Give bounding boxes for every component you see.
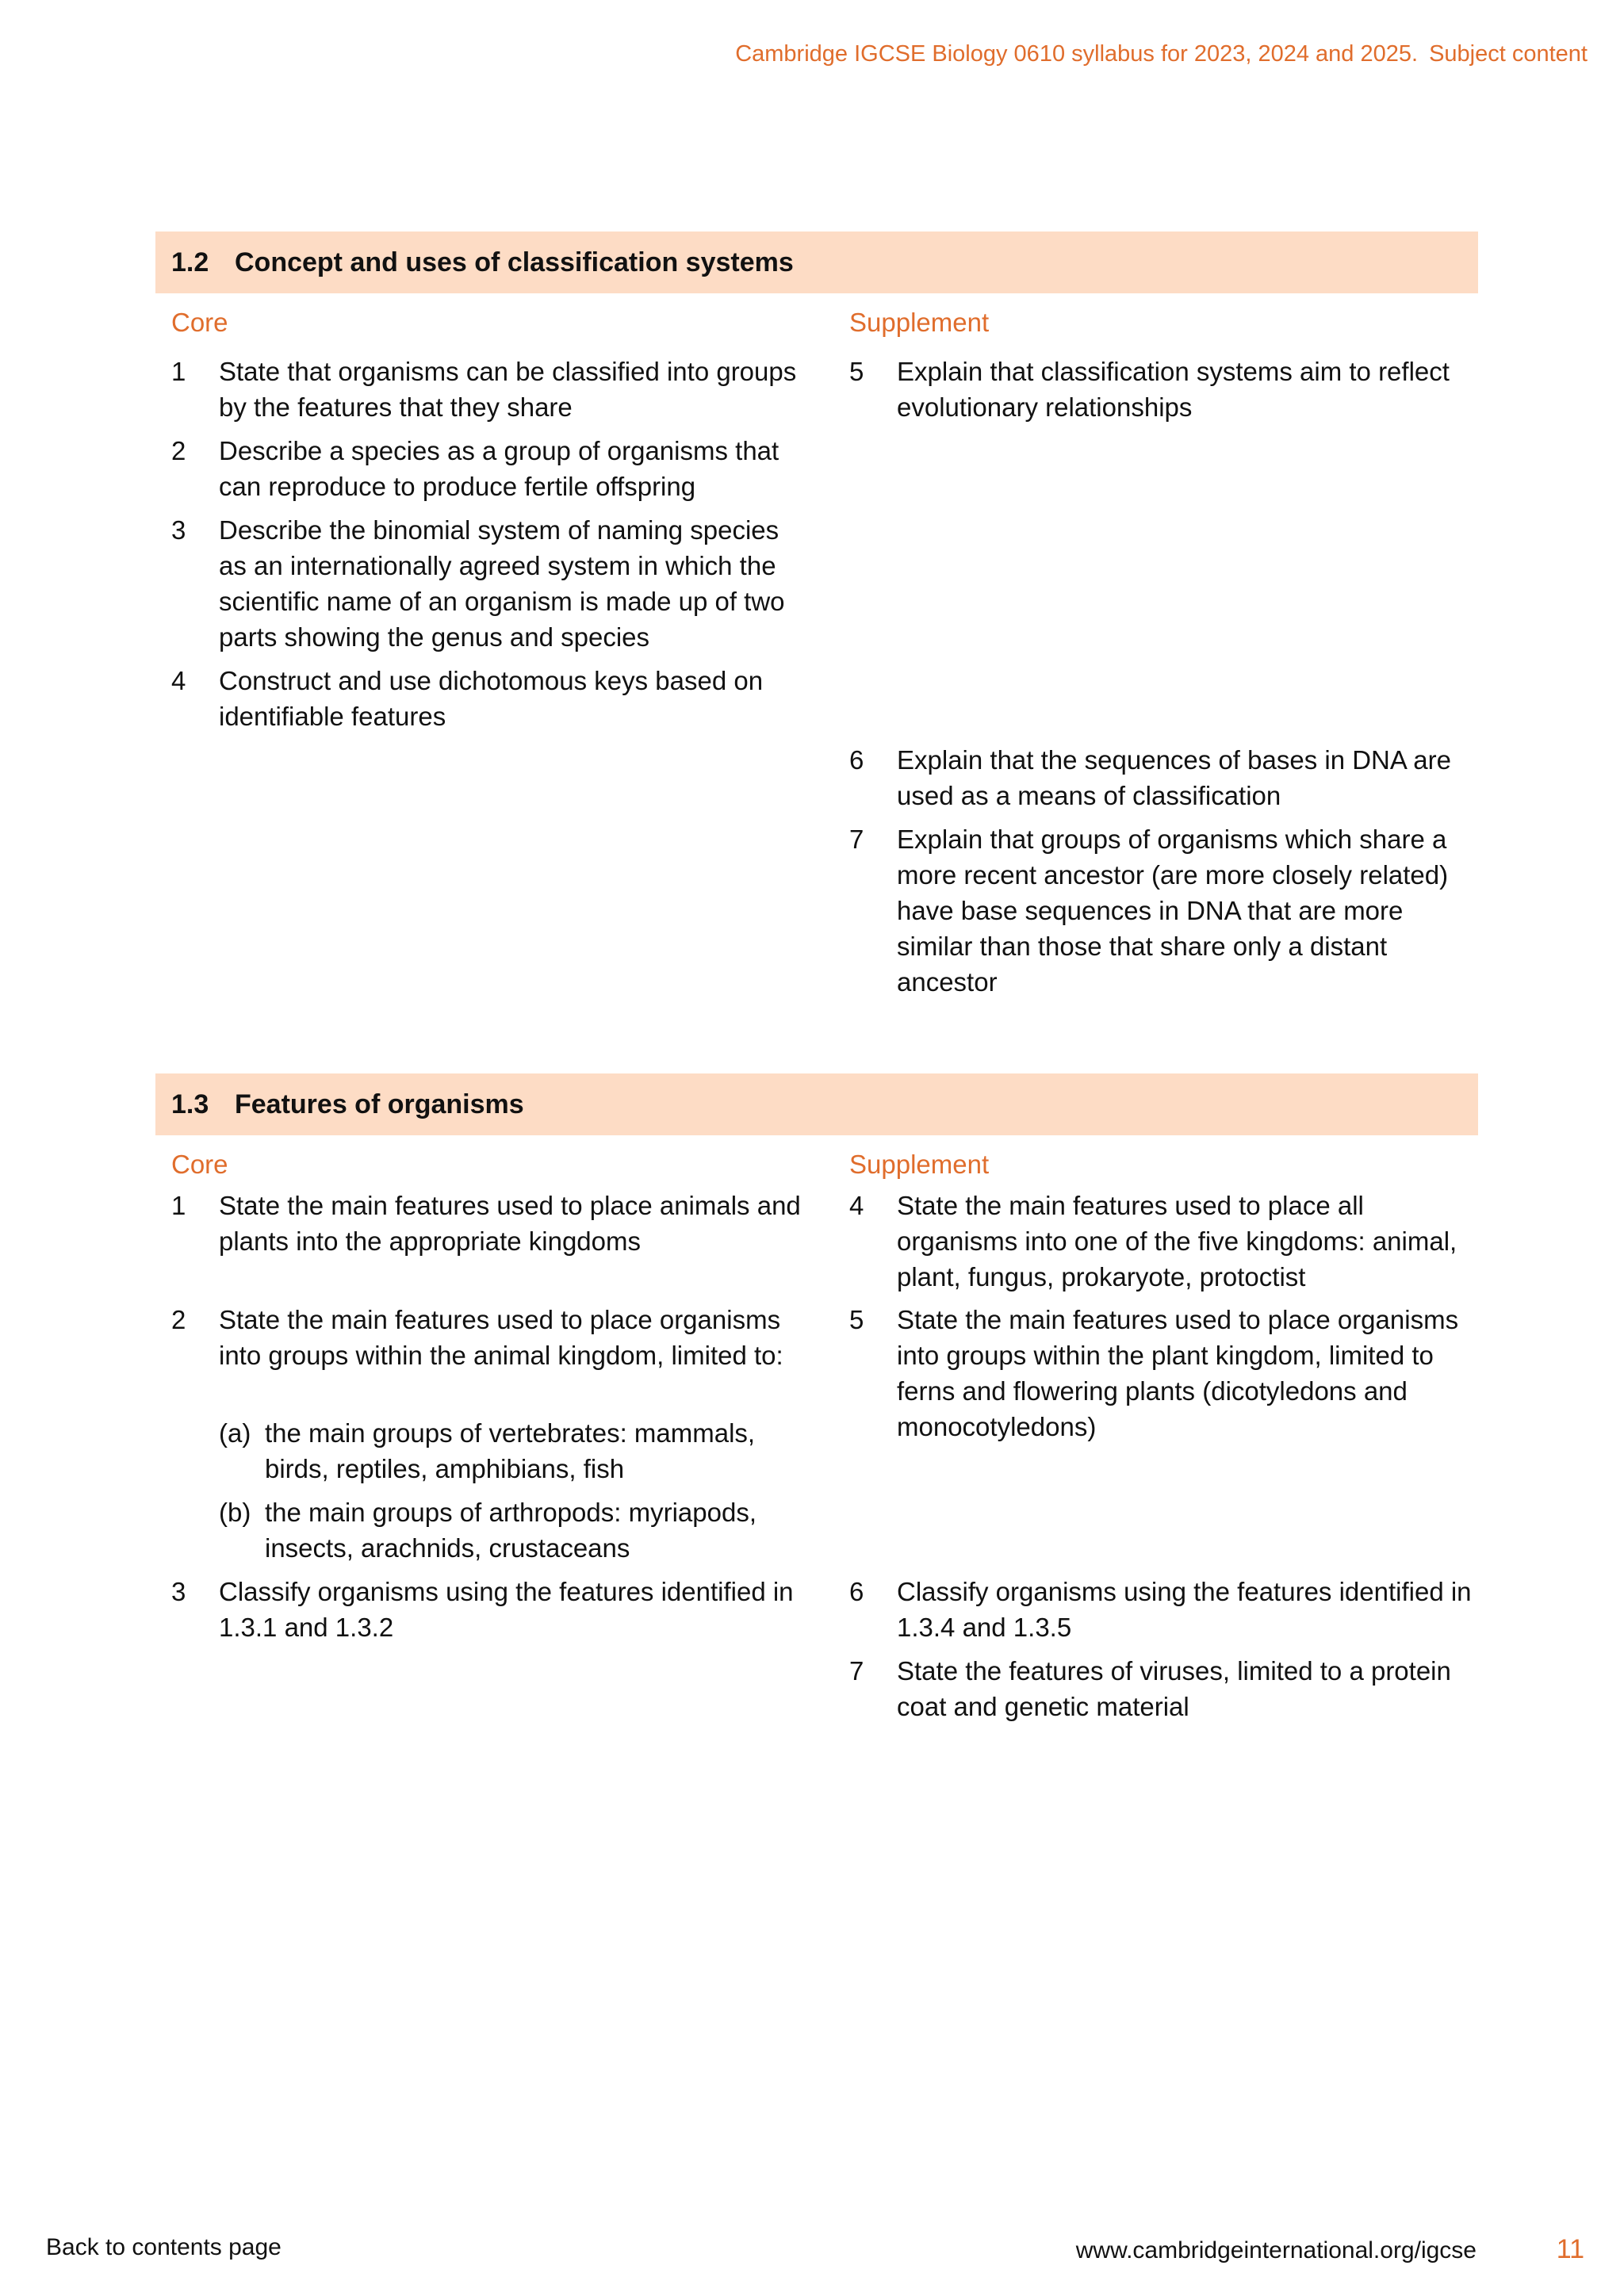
core-item: [171, 1188, 806, 1259]
item-number: 7: [849, 825, 864, 854]
item-number: 4: [849, 1191, 864, 1220]
header-title: Cambridge IGCSE Biology 0610 syllabus for 2023, 2024 and 2025.: [735, 41, 1419, 67]
item-text: the main groups of vertebrates: mammals, birds, reptiles, amphibians, fish: [265, 1418, 756, 1483]
core-subitem: [219, 1494, 806, 1566]
item-text: Classify organisms using the features identified in 1.3.4 and 1.3.5: [897, 1577, 1472, 1642]
back-to-contents-link[interactable]: Back to contents page: [46, 2234, 282, 2260]
page-number: 11: [1556, 2234, 1584, 2264]
item-text: State the main features used to place all organisms into one of the five kingdoms: animal, plant, fungus, prokaryote, protoctist: [897, 1191, 1457, 1292]
core-item: [171, 1302, 806, 1373]
section-number: 1.3: [171, 1089, 209, 1119]
item-number: 2: [171, 1305, 186, 1334]
item-number: 6: [849, 745, 864, 775]
item-number: 3: [171, 1577, 186, 1606]
core-item: [171, 433, 806, 504]
supplement-item: [849, 1574, 1484, 1645]
core-column: [171, 1135, 806, 1642]
website-url[interactable]: www.cambridgeinternational.org/igcse: [1075, 2237, 1477, 2263]
item-text: Classify organisms using the features identified in 1.3.1 and 1.3.2: [219, 1577, 794, 1642]
item-text: State the main features used to place organisms into groups within the animal kingdom, limited to:: [219, 1305, 783, 1370]
section-number: 1.2: [171, 247, 209, 277]
supplement-label: Supplement: [849, 1150, 990, 1179]
supplement-item: [849, 742, 1484, 813]
supplement-item: [849, 1653, 1484, 1724]
supplement-item: [849, 821, 1484, 1000]
item-text: State the features of viruses, limited to a protein coat and genetic material: [897, 1656, 1451, 1721]
item-text: State the main features used to place organisms into groups within the plant kingdom, limited to ferns and flowering plants (dicotyledons and monocotyledons): [897, 1305, 1459, 1441]
item-number: 7: [849, 1656, 864, 1686]
section-1-3: [155, 1073, 1478, 1770]
section-heading-bar: [155, 1073, 1478, 1135]
supplement-column: [849, 293, 1484, 997]
item-text: the main groups of arthropods: myriapods, insects, arachnids, crustaceans: [265, 1498, 756, 1563]
supplement-column: [849, 1135, 1484, 1721]
item-text: State the main features used to place animals and plants into the appropriate kingdoms: [219, 1191, 801, 1256]
core-item: [171, 354, 806, 425]
item-number: 1: [171, 1191, 186, 1220]
supplement-label: Supplement: [849, 308, 990, 337]
core-label: Core: [171, 308, 228, 337]
item-text: Describe a species as a group of organisms that can reproduce to produce fertile offspring: [219, 436, 779, 501]
header-section: Subject content: [1429, 41, 1588, 67]
item-text: Explain that the sequences of bases in DNA are used as a means of classification: [897, 745, 1451, 810]
core-item: [171, 1574, 806, 1645]
item-text: Construct and use dichotomous keys based on identifiable features: [219, 666, 764, 731]
core-item: [171, 663, 806, 734]
item-number: 5: [849, 357, 864, 386]
item-number: 3: [171, 515, 186, 545]
core-item: [171, 512, 806, 655]
section-title: Concept and uses of classification systems: [235, 247, 794, 277]
section-title: Features of organisms: [235, 1089, 524, 1119]
item-number: (b): [219, 1498, 251, 1527]
running-header: [735, 41, 1588, 67]
core-column: [171, 293, 806, 731]
section-1-2: [155, 232, 1478, 1023]
supplement-item: [849, 1188, 1484, 1295]
supplement-item: [849, 1302, 1484, 1445]
core-subitem: [219, 1415, 806, 1487]
item-number: 6: [849, 1577, 864, 1606]
item-number: 2: [171, 436, 186, 465]
supplement-item: [849, 354, 1484, 425]
item-text: State that organisms can be classified into groups by the features that they share: [219, 357, 797, 422]
core-label: Core: [171, 1150, 228, 1179]
item-text: Explain that groups of organisms which share a more recent ancestor (are more closely related) have base sequences in DNA that are more similar than those that share only a distant ancestor: [897, 825, 1449, 997]
item-number: 4: [171, 666, 186, 695]
item-number: (a): [219, 1418, 251, 1448]
section-heading-bar: [155, 232, 1478, 293]
item-text: Explain that classification systems aim to reflect evolutionary relationships: [897, 357, 1450, 422]
item-number: 5: [849, 1305, 864, 1334]
item-number: 1: [171, 357, 186, 386]
item-text: Describe the binomial system of naming species as an internationally agreed system in which the scientific name of an organism is made up of two parts showing the genus and species: [219, 515, 785, 652]
